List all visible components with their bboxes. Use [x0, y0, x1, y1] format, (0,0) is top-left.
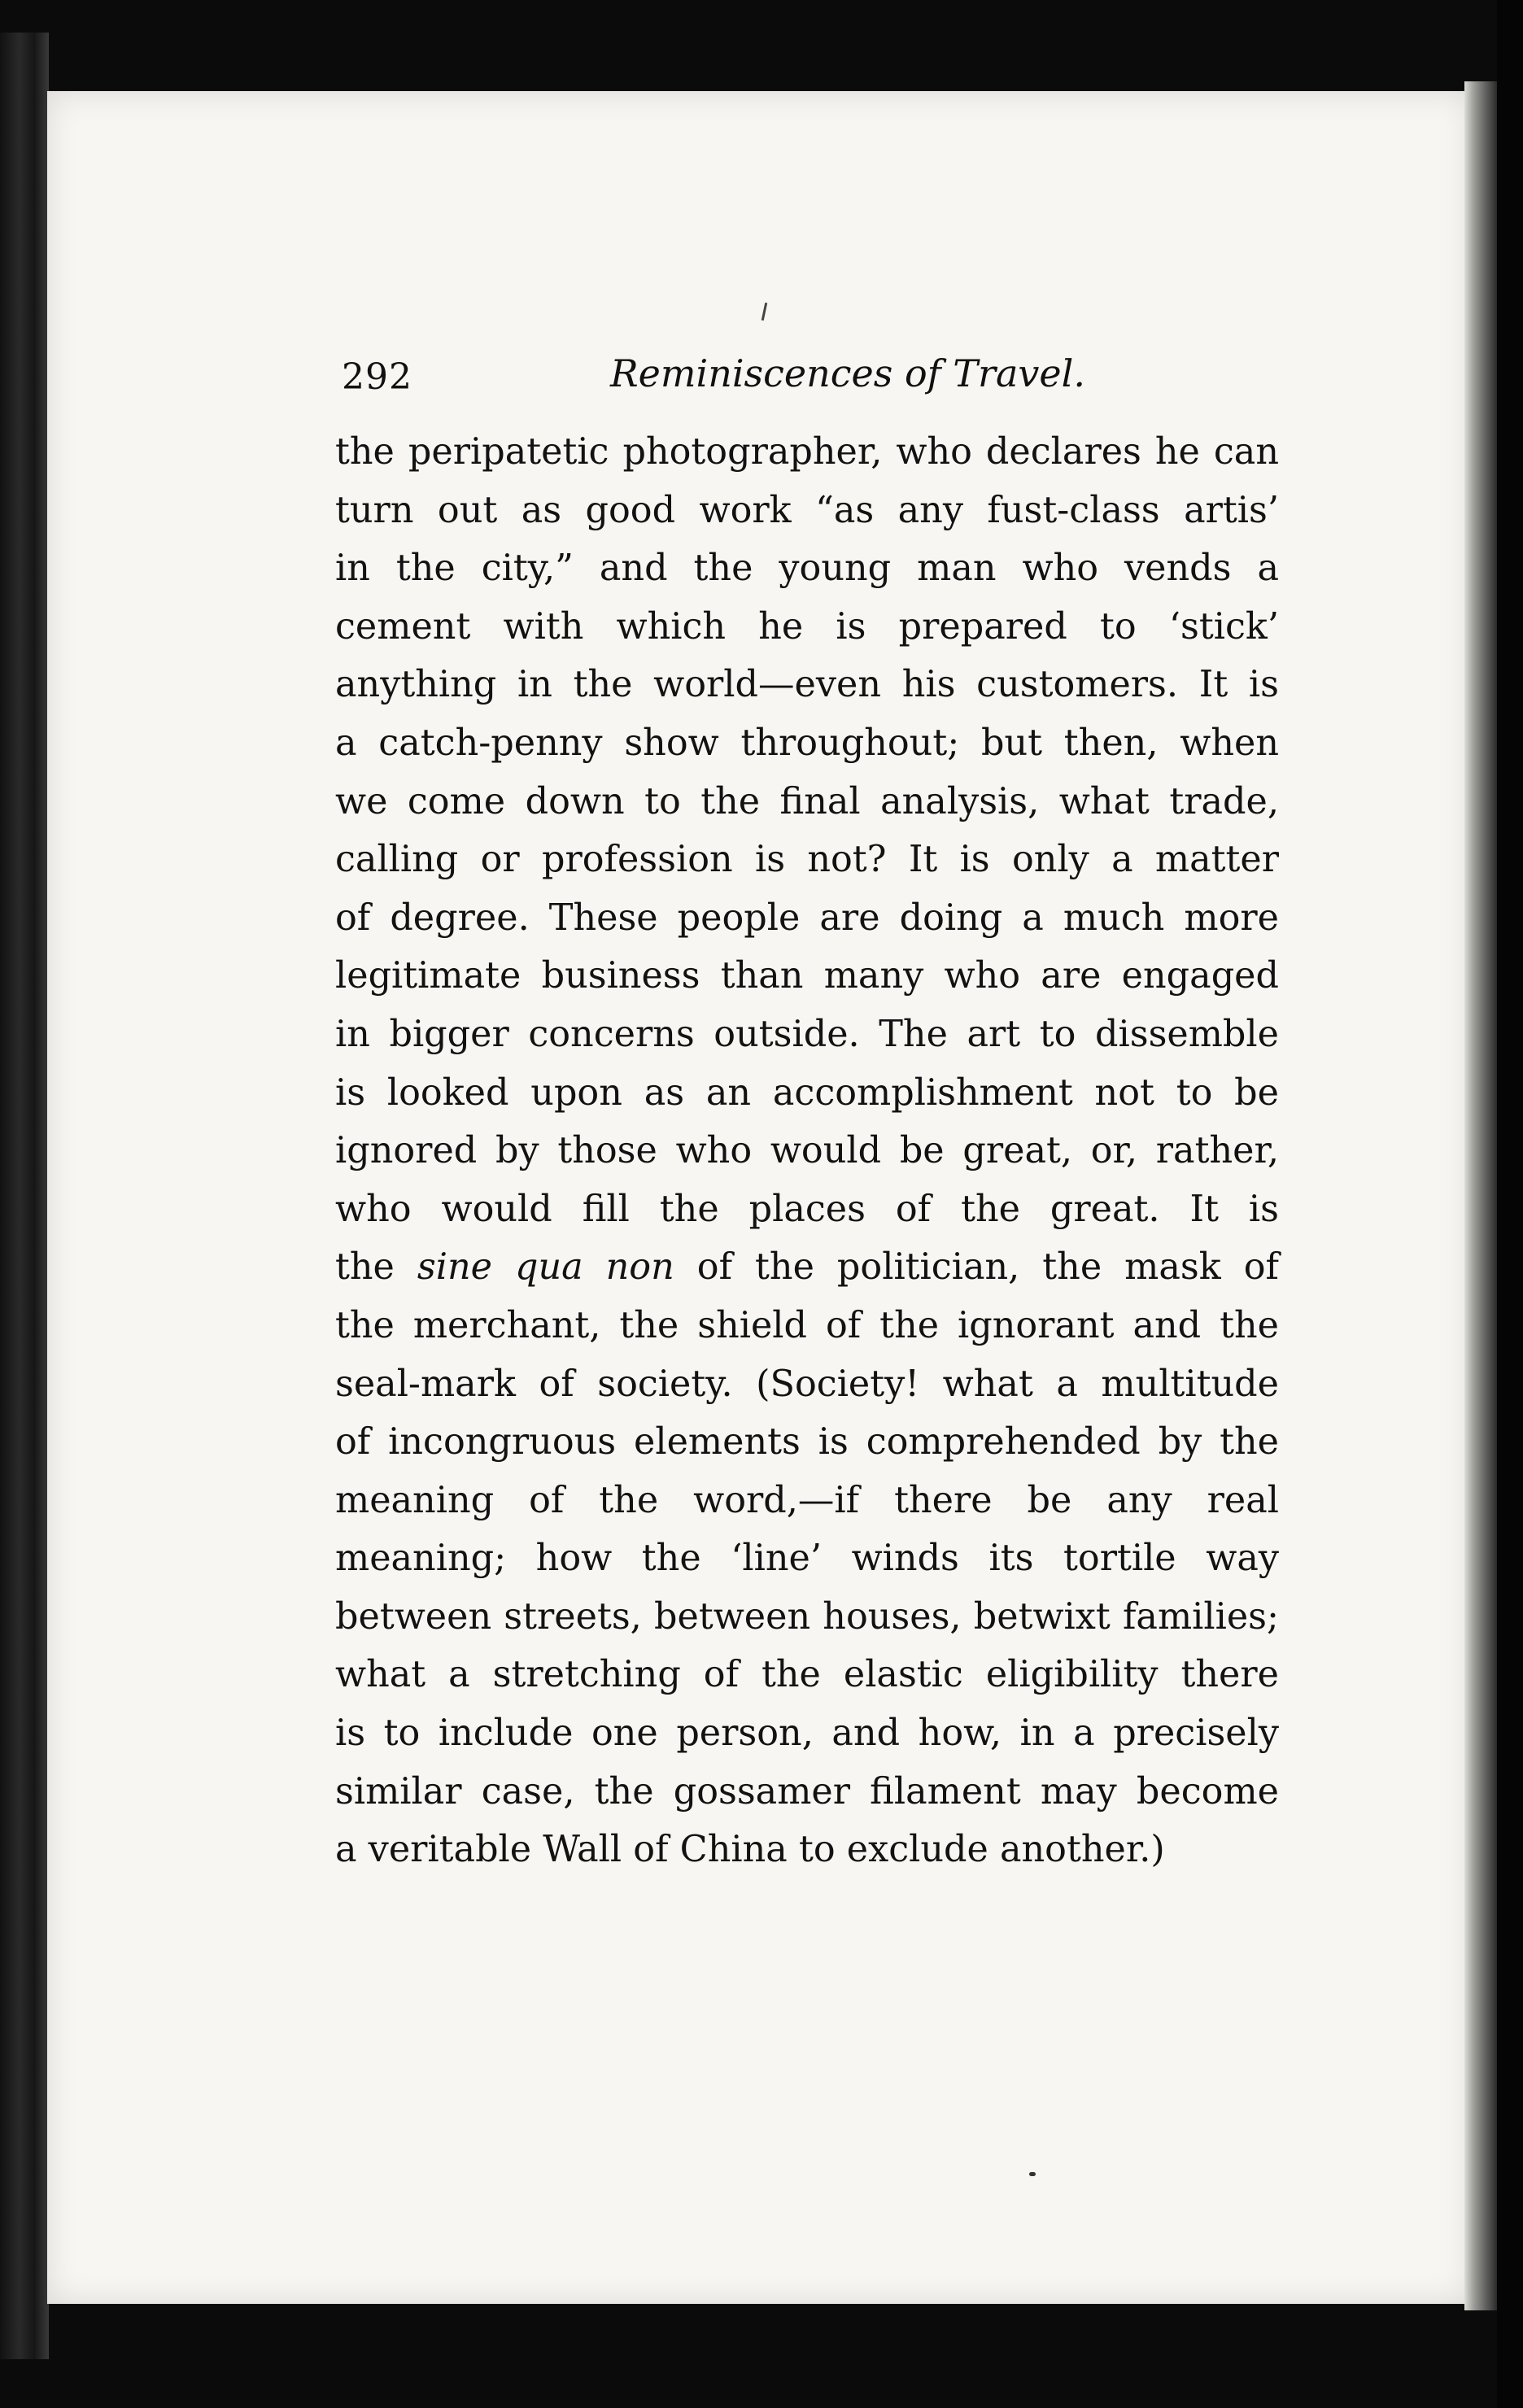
page-number: 292	[342, 356, 412, 398]
text-line: calling or profession is not? It is only a matter	[335, 839, 1279, 881]
text-line: similar case, the gossamer filament may become	[335, 1770, 1279, 1813]
text-line: the merchant, the shield of the ignorant and the	[335, 1304, 1279, 1346]
text-segment: of the politician, the mask of	[674, 1246, 1279, 1289]
text-segment: the	[335, 1246, 417, 1289]
text-line: we come down to the final analysis, what trade,	[335, 780, 1279, 822]
text-line: the peripatetic photographer, who declares he can	[335, 431, 1279, 473]
text-line: in bigger concerns outside. The art to dissemble	[335, 1013, 1279, 1055]
text-line: a veritable Wall of China to exclude another.)	[335, 1829, 1165, 1871]
text-line: who would fill the places of the great. It is	[335, 1188, 1279, 1230]
text-line: turn out as good work “as any fust-class artis’	[335, 489, 1279, 531]
text-line: seal-mark of society. (Society! what a multitude	[335, 1363, 1279, 1405]
text-line: cement with which he is prepared to ‘stick’	[335, 605, 1279, 648]
text-line: a catch-penny show throughout; but then, when	[335, 722, 1279, 764]
text-line: of degree. These people are doing a much more	[335, 896, 1279, 939]
running-title: Reminiscences of Travel.	[610, 351, 1085, 395]
ink-speck	[1029, 2172, 1036, 2176]
page-right-edge	[1464, 81, 1497, 2310]
scan-border	[1497, 0, 1523, 2408]
text-line: anything in the world—even his customers. It is	[335, 664, 1279, 706]
text-line	[335, 1238, 1279, 1297]
text-line: is to include one person, and how, in a precisely	[335, 1712, 1279, 1755]
text-line: meaning; how the ‘line’ winds its tortile way	[335, 1538, 1279, 1580]
text-line: in the city,” and the young man who vends a	[335, 547, 1279, 590]
page-header	[342, 351, 1277, 417]
text-line: ignored by those who would be great, or, rather,	[335, 1130, 1279, 1172]
text-line: is looked upon as an accomplishment not to be	[335, 1071, 1279, 1114]
text-line: legitimate business than many who are engaged	[335, 955, 1279, 997]
text-line: of incongruous elements is comprehended by the	[335, 1421, 1279, 1464]
book-spine-edge	[0, 33, 49, 2359]
body-text	[335, 423, 1279, 1879]
text-line: between streets, between houses, betwixt families;	[335, 1595, 1279, 1638]
text-line: what a stretching of the elastic eligibility there	[335, 1654, 1279, 1696]
italic-phrase: sine qua non	[417, 1246, 674, 1289]
text-line: meaning of the word,—if there be any real	[335, 1479, 1279, 1521]
